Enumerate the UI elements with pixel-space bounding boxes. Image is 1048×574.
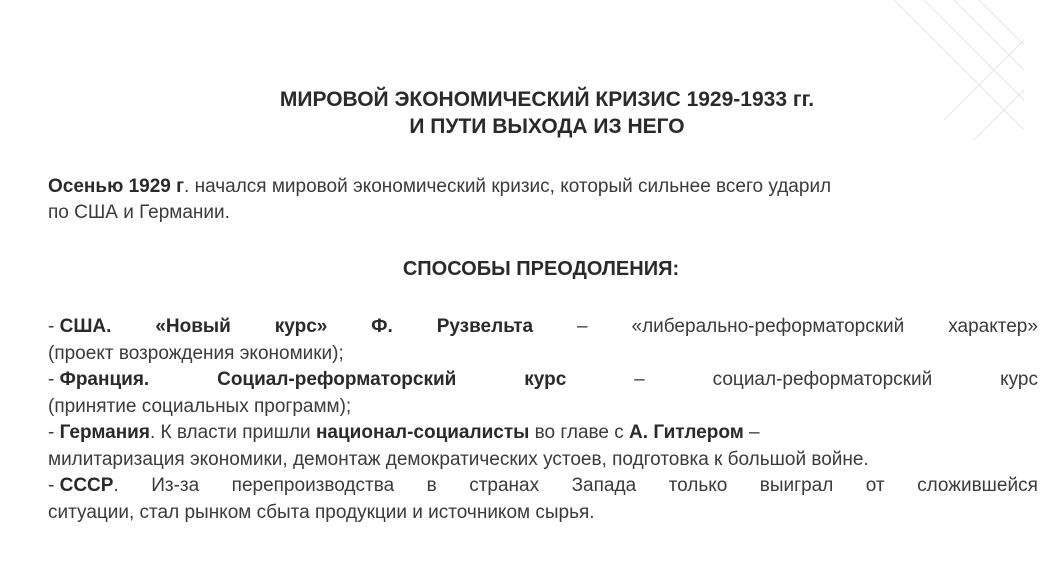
list-item-line-2: (проект возрождения экономики); xyxy=(48,342,344,364)
word: Социал-реформаторский xyxy=(217,369,457,390)
word: «либерально-реформаторский xyxy=(631,316,905,337)
dash: - xyxy=(48,316,60,337)
word: Из-за xyxy=(151,475,200,496)
intro-text-2: по США и Германии. xyxy=(48,202,230,223)
country-ussr: СССР xyxy=(59,475,114,496)
text: . xyxy=(113,475,119,496)
intro-paragraph xyxy=(48,174,1048,226)
list-item-line-2: ситуации, стал рынком сбыта продукции и источником сырья. xyxy=(48,501,595,523)
country-usa: США. xyxy=(59,316,112,337)
word: от xyxy=(865,475,885,496)
list-item-france xyxy=(48,367,1038,420)
list-item-line xyxy=(48,367,1038,394)
intro-date: Осенью 1929 г xyxy=(48,176,185,197)
dash: - xyxy=(48,475,60,496)
word: выиграл xyxy=(759,475,834,496)
word: перепроизводства xyxy=(231,475,395,496)
word: курс» xyxy=(274,316,328,337)
word: характер» xyxy=(948,316,1038,337)
list-item-ussr xyxy=(48,473,1038,526)
list-item-line xyxy=(48,420,1038,447)
word: Рузвельта xyxy=(436,316,534,337)
word: – xyxy=(634,369,645,390)
title-line-1: МИРОВОЙ ЭКОНОМИЧЕСКИЙ КРИЗИС 1929-1933 гг. xyxy=(279,88,815,111)
text: национал-социалисты xyxy=(315,422,530,443)
dash: - xyxy=(48,369,60,390)
methods-list xyxy=(48,314,1038,526)
word: в xyxy=(426,475,437,496)
intro-text-1: . начался мировой экономический кризис, который сильнее всего ударил xyxy=(184,176,832,197)
word: курс xyxy=(1000,369,1038,390)
word: сложившейся xyxy=(917,475,1038,496)
word: Запада xyxy=(571,475,637,496)
list-item-line-2: (принятие социальных программ); xyxy=(48,395,352,417)
text: . К власти пришли xyxy=(149,422,316,443)
word: «Новый xyxy=(155,316,231,337)
text: – xyxy=(743,422,760,443)
list-item-germany xyxy=(48,420,1038,473)
dash: - xyxy=(48,422,60,443)
word: социал-реформаторский xyxy=(712,369,933,390)
word: – xyxy=(577,316,588,337)
title-line-2: И ПУТИ ВЫХОДА ИЗ НЕГО xyxy=(409,115,685,138)
word: курс xyxy=(524,369,567,390)
slide-title xyxy=(0,86,1024,140)
country-germany: Германия xyxy=(59,422,150,443)
text: А. Гитлером xyxy=(629,422,744,443)
word: Ф. xyxy=(371,316,393,337)
list-item-usa xyxy=(48,314,1038,367)
section-heading: СПОСОБЫ ПРЕОДОЛЕНИЯ: xyxy=(402,258,680,280)
word: только xyxy=(668,475,728,496)
list-item-line xyxy=(48,314,1038,341)
list-item-line-2: милитаризация экономики, демонтаж демократических устоев, подготовка к большой войне. xyxy=(48,448,869,470)
text: во главе с xyxy=(529,422,630,443)
word: странах xyxy=(469,475,540,496)
list-item-line xyxy=(48,473,1038,500)
country-france: Франция. xyxy=(59,369,150,390)
